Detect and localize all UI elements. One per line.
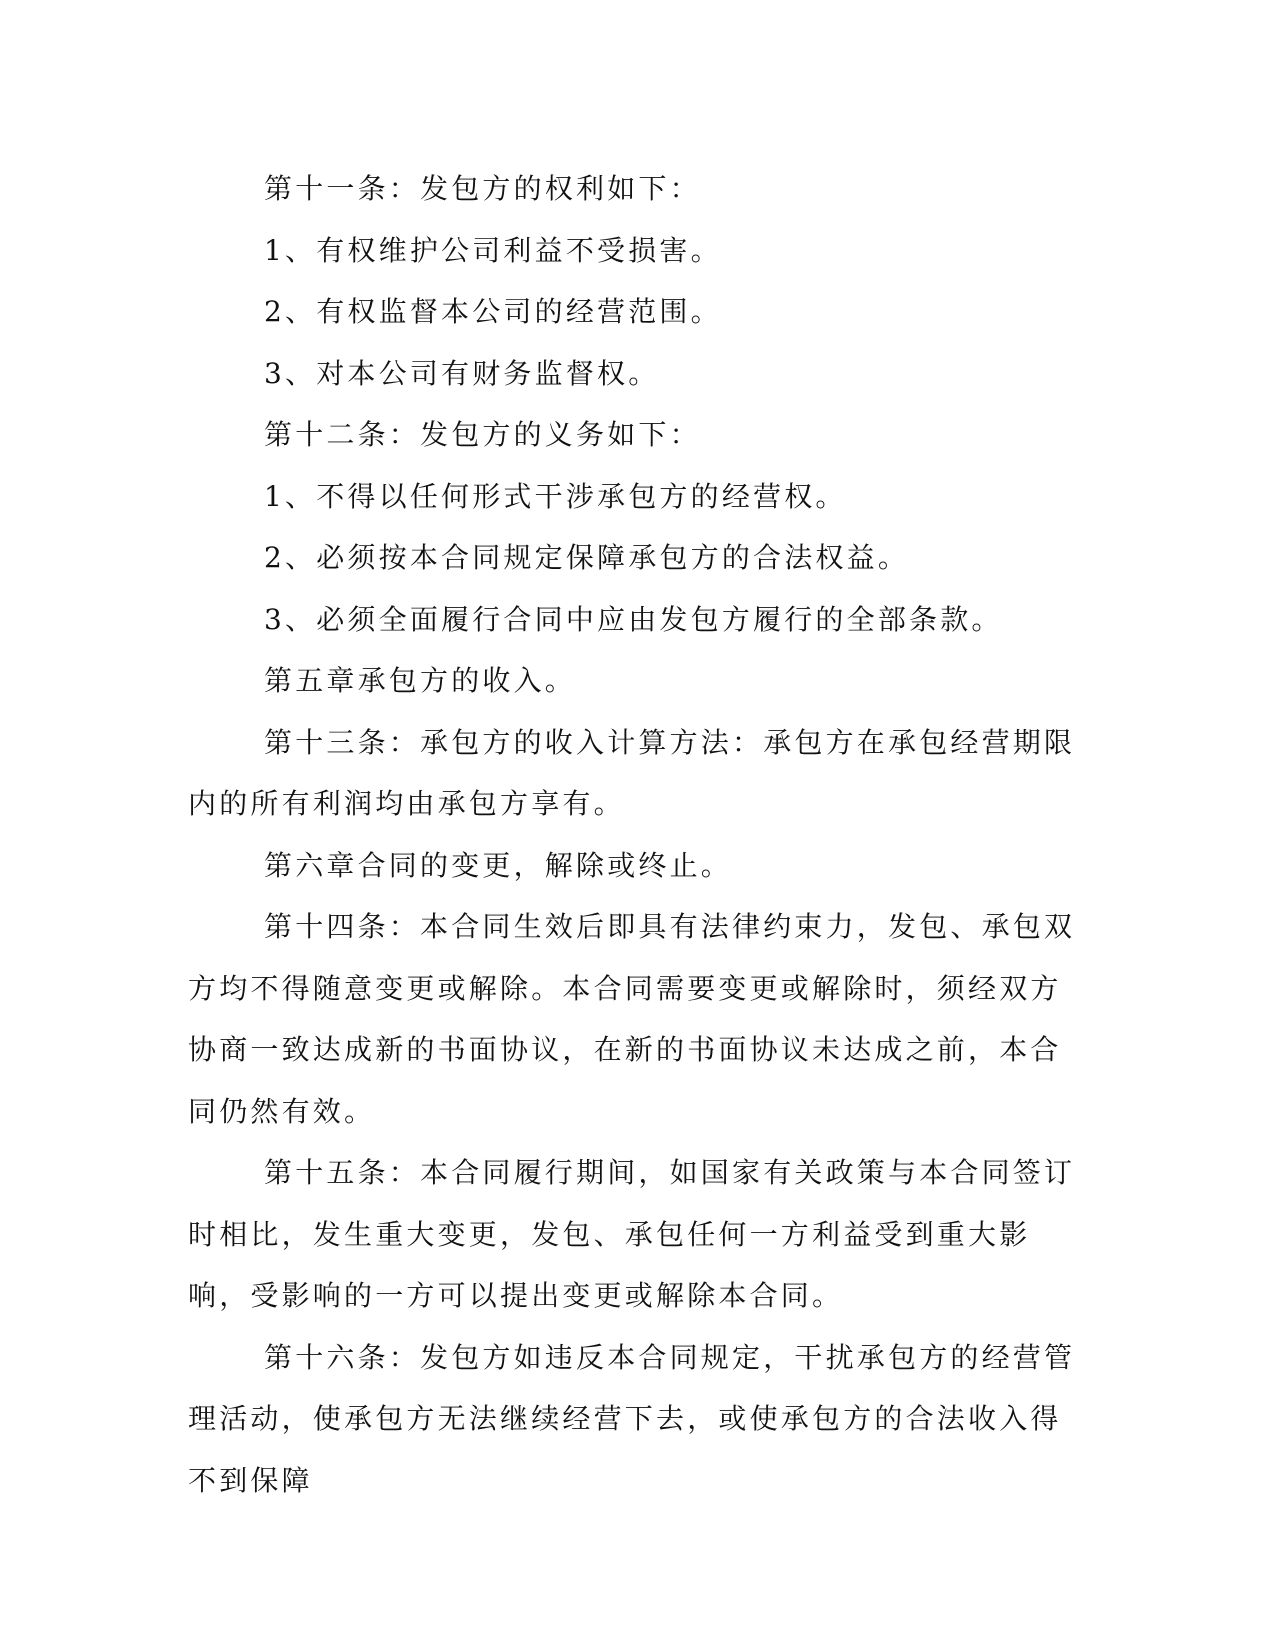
paragraph-article-13: 第十三条：承包方的收入计算方法：承包方在承包经营期限内的所有利润均由承包方享有。 bbox=[188, 725, 1076, 820]
paragraph-article-11-item-3: 3、对本公司有财务监督权。 bbox=[264, 356, 660, 390]
paragraph-article-15: 第十五条：本合同履行期间，如国家有关政策与本合同签订时相比，发生重大变更，发包、承包任何一方利益受到重大影响，受影响的一方可以提出变更或解除本合同。 bbox=[188, 1156, 1076, 1312]
paragraph-article-16: 第十六条：发包方如违反本合同规定，干扰承包方的经营管理活动，使承包方无法继续经营下去，或使承包方的合法收入得不到保障 bbox=[188, 1340, 1076, 1497]
paragraph-article-14: 第十四条：本合同生效后即具有法律约束力，发包、承包双方均不得随意变更或解除。本合同需要变更或解除时，须经双方协商一致达成新的书面协议，在新的书面协议未达成之前，本合同仍然有效。 bbox=[188, 910, 1076, 1128]
chapter-5-heading: 第五章承包方的收入。 bbox=[264, 664, 577, 697]
paragraph-article-11-item-2: 2、有权监督本公司的经营范围。 bbox=[264, 295, 722, 328]
paragraph-article-11-item-1: 1、有权维护公司利益不受损害。 bbox=[264, 233, 722, 267]
document-body bbox=[188, 158, 1078, 1511]
paragraph-article-12-item-1: 1、不得以任何形式干涉承包方的经营权。 bbox=[264, 479, 847, 513]
paragraph-article-11-heading: 第十一条：发包方的权利如下： bbox=[264, 172, 701, 205]
paragraph-article-12-heading: 第十二条：发包方的义务如下： bbox=[264, 418, 701, 451]
paragraph-article-12-item-2: 2、必须按本合同规定保障承包方的合法权益。 bbox=[264, 541, 910, 574]
paragraph-article-12-item-3: 3、必须全面履行合同中应由发包方履行的全部条款。 bbox=[264, 602, 1003, 636]
chapter-6-heading: 第六章合同的变更，解除或终止。 bbox=[264, 848, 733, 882]
